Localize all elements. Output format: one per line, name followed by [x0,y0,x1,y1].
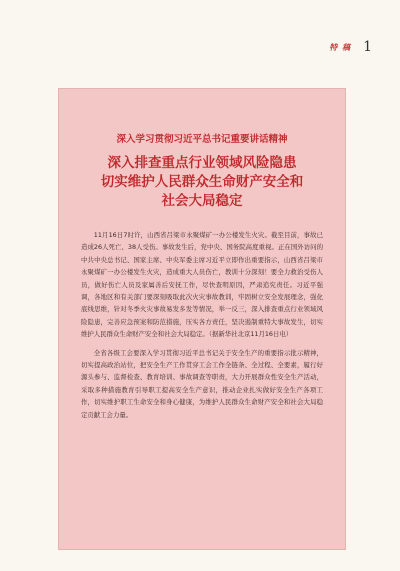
article-paragraph-2: 全省各级工会要深入学习贯彻习近平总书记关于安全生产的重要指示批示精神，切实提高政治站位，把安全生产工作贯穿工会工作全链条、全过程、全要素，履行好源头参与、监督检查、教育培训、事故调查等职责，大力开展群众性安全生产活动，采取多种措施教育引导职工提高安全生产意识，推动企业扎实做好安全生产各项工作，切实维护职工生命安全和身心健康，为维护人民群众生命财产安全和社会大局稳定贡献工会力量。 [81,348,323,419]
headline-line-3: 社会大局稳定 [161,193,243,209]
article-headline [81,154,323,211]
headline-line-1: 深入排查重点行业领域风险隐患 [107,155,297,171]
page-number: 1 [363,39,372,55]
article-panel [58,88,346,550]
article-kicker: 深入学习贯彻习近平总书记重要讲话精神 [116,134,288,145]
headline-line-2: 切实维护人民群众生命财产安全和 [100,174,304,190]
running-head [329,39,372,55]
section-label: 特 稿 [329,42,352,52]
article-paragraph-1: 11月16日7时许，山西省吕梁市永聚煤矿一办公楼发生火灾。截至目前，事故已造成26人死亡、38人受伤。事故发生后，党中央、国务院高度重视。正在国外访问的中共中央总书记、国家主席、中央军委主席习近平立即作出重要指示，山西省吕梁市永聚煤矿一办公楼发生火灾，造成重大人员伤亡，教训十分深刻！要全力救治受伤人员，做好伤亡人员及家属善后安抚工作，尽快查明原因，严肃追究责任。习近平强调，各地区和有关部门要深刻吸取此次火灾事故教训，牢固树立安全发展理念，强化底线思维，针对冬季火灾事故易发多发等情况，举一反三，深入排查重点行业领域风险隐患，完善应急预案和防范措施，压实各方责任，坚决遏制重特大事故发生，切实维护人民群众生命财产安全和社会大局稳定。（据新华社北京11月16日电） [81,231,323,339]
article-body [81,229,323,421]
